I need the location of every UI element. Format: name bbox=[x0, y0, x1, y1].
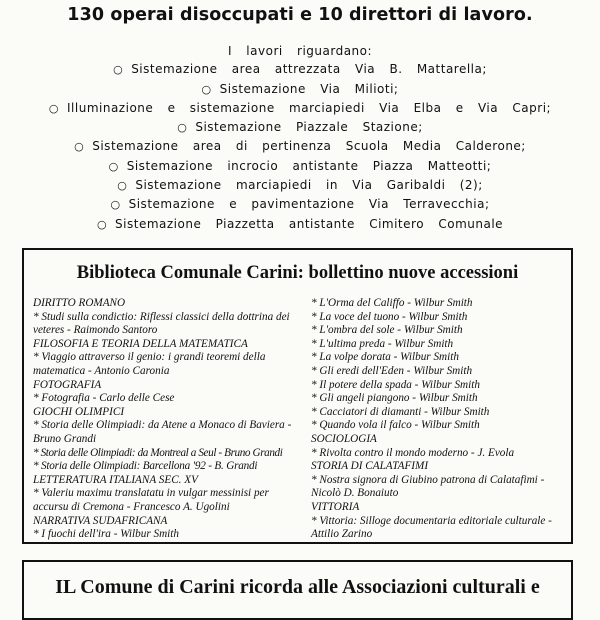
works-item: ○ Sistemazione incrocio antistante Piazza Matteotti; bbox=[0, 157, 600, 176]
bulletin-entry: * La volpe dorata - Wilbur Smith bbox=[311, 351, 459, 364]
headline: 130 operai disoccupati e 10 direttori di lavoro. bbox=[67, 5, 533, 25]
bullet-icon: ○ bbox=[110, 198, 121, 212]
bulletin-entry: * La voce del tuono - Wilbur Smith bbox=[311, 310, 468, 323]
bullet-icon: ○ bbox=[177, 121, 188, 135]
bullet-icon: ○ bbox=[74, 140, 85, 154]
notice-title: IL Comune di Carini ricorda alle Associazioni culturali e bbox=[55, 576, 540, 598]
bulletin-category: STORIA DI CALATAFIMI bbox=[311, 460, 429, 473]
bulletin-entry: * L'ultima preda - Wilbur Smith bbox=[311, 337, 454, 350]
bulletin-category: FILOSOFIA E TEORIA DELLA MATEMATICA bbox=[33, 337, 248, 350]
works-item: ○ Sistemazione Via Milioti; bbox=[0, 80, 600, 99]
bulletin-entry: * Rivolta contro il mondo moderno - J. Evola bbox=[311, 446, 515, 459]
bulletin-entry: * I fuochi dell'ira - Wilbur Smith bbox=[33, 528, 179, 541]
bulletin-entry: * Storia delle Olimpiadi: Barcellona '92 - B. Grandi bbox=[33, 460, 258, 473]
bulletin-category: FOTOGRAFIA bbox=[33, 378, 102, 391]
works-item: ○ Sistemazione marciapiedi in Via Garibaldi (2); bbox=[0, 176, 600, 195]
bulletin-category: DIRITTO ROMANO bbox=[33, 297, 126, 309]
works-item: ○ Sistemazione Piazzale Stazione; bbox=[0, 118, 600, 137]
bullet-icon: ○ bbox=[48, 101, 60, 115]
works-intro: I lavori riguardano: bbox=[227, 44, 373, 58]
bulletin-entry: * Viaggio attraverso il genio: i grandi teoremi della matematica - Antonio Caronia bbox=[33, 351, 266, 377]
bulletin-entry: * Cacciatori di diamanti - Wilbur Smith bbox=[311, 405, 490, 418]
bulletin-entry: * Gli angeli piangono - Wilbur Smith bbox=[311, 392, 478, 405]
bulletin-category: NARRATIVA SUDAFRICANA bbox=[33, 514, 168, 527]
bullet-icon: ○ bbox=[96, 217, 108, 231]
bulletin-entry: * L'Orma del Califfo - Wilbur Smith bbox=[311, 297, 473, 309]
bulletin-left-column bbox=[33, 297, 301, 542]
works-item: ○ Sistemazione area attrezzata Via B. Mattarella; bbox=[0, 60, 600, 79]
bulletin-entry: * Valeriu maximu translatatu in vulgar messinisi per accursu di Cremona - Francesco A. Ugolini bbox=[33, 487, 269, 513]
works-item: ○ Sistemazione Piazzetta antistante Cimitero Comunale bbox=[0, 215, 600, 234]
notice-box bbox=[22, 560, 573, 620]
bullet-icon: ○ bbox=[108, 159, 119, 173]
bulletin-entry: * Storia delle Olimpiadi: da Atene a Monaco di Baviera - Bruno Grandi bbox=[33, 419, 292, 445]
bullet-icon: ○ bbox=[113, 63, 124, 77]
bullet-icon: ○ bbox=[201, 82, 212, 96]
bulletin-entry: * Gli eredi dell'Eden - Wilbur Smith bbox=[311, 364, 473, 377]
bulletin-title: Biblioteca Comunale Carini: bollettino nuove accessioni bbox=[76, 263, 519, 283]
bulletin-entry: * Fotografia - Carlo delle Cese bbox=[33, 392, 175, 405]
bulletin-entry: * Quando vola il falco - Wilbur Smith bbox=[311, 419, 480, 432]
bulletin-entry: * Nostra signora di Giubino patrona di Calatafimi - Nicolò D. Bonaiuto bbox=[311, 473, 545, 500]
bullet-icon: ○ bbox=[117, 179, 128, 193]
works-item: ○ Illuminazione e sistemazione marciapiedi Via Elba e Via Capri; bbox=[0, 99, 600, 118]
bulletin-category: LETTERATURA ITALIANA SEC. XV bbox=[33, 473, 198, 486]
library-bulletin-box bbox=[22, 248, 573, 544]
bulletin-category: GIOCHI OLIMPICI bbox=[33, 405, 125, 418]
bulletin-entry: * L'ombra del sole - Wilbur Smith bbox=[311, 324, 463, 337]
bulletin-right-column bbox=[311, 297, 567, 542]
works-item: ○ Sistemazione e pavimentazione Via Terravecchia; bbox=[0, 195, 600, 214]
bulletin-entry: * Storia delle Olimpiadi: da Montreal a Seul - Bruno Grandi bbox=[33, 446, 283, 459]
works-list bbox=[0, 42, 600, 234]
bulletin-entry: * Il potere della spada - Wilbur Smith bbox=[311, 378, 480, 391]
bulletin-entry: * Vittoria: Silloge documentaria editoriale culturale - Attilio Zarino bbox=[311, 514, 552, 541]
bulletin-category: SOCIOLOGIA bbox=[311, 432, 377, 445]
works-item: ○ Sistemazione area di pertinenza Scuola Media Calderone; bbox=[0, 137, 600, 156]
bulletin-entry: * Studi sulla condictio: Riflessi classici della dottrina dei veteres - Raimondo Santoro bbox=[33, 310, 290, 337]
bulletin-category: VITTORIA bbox=[311, 500, 360, 513]
